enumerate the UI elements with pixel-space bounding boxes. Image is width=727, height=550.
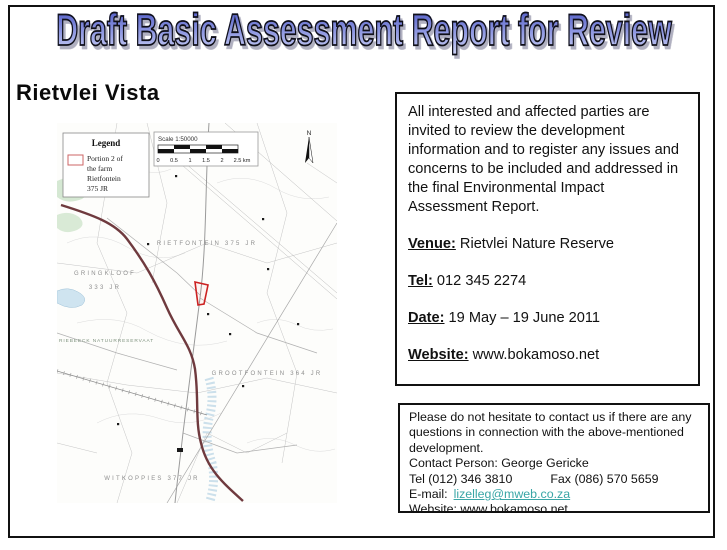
contact-intro: Please do not hesitate to contact us if there are any questions in connection with the above-mentioned development. — [409, 410, 692, 455]
title-banner — [10, 6, 717, 68]
review-paragraph: All interested and affected parties are invited to review the development information and to register any issues and concerns to be included and addressed in the final Environmental Impact Assessment Report. — [408, 104, 679, 215]
date-value: 19 May – 19 June 2011 — [444, 310, 601, 326]
legend-line: Portion 2 of — [87, 154, 123, 163]
venue-value: Rietvlei Nature Reserve — [455, 236, 615, 252]
map-legend — [63, 133, 149, 197]
contact-person: Contact Person: George Gericke — [409, 456, 589, 471]
date-label: Date: — [408, 310, 445, 326]
map-label-grootfontein: GROOTFONTEIN 364 JR — [211, 371, 323, 377]
contact-tel: Tel (012) 346 3810 — [409, 471, 513, 486]
map-label-witkoppies: WITKOPPIES 377 JR — [104, 476, 200, 482]
map-scalebar — [154, 132, 258, 166]
location-map — [57, 123, 337, 503]
email-link[interactable]: lizelleg@mweb.co.za — [453, 487, 571, 502]
map-label-gringkloof: GRINGKLOOF — [73, 271, 137, 277]
website-line — [408, 346, 687, 365]
page-title: Draft Basic Assessment Report for Review — [55, 6, 672, 56]
review-info-box — [395, 92, 700, 386]
project-name: Rietvlei Vista — [16, 80, 160, 105]
scalebar-tick: 1.5 — [202, 158, 210, 164]
scalebar-tick: 2.5 km — [233, 158, 251, 164]
legend-title: Legend — [91, 138, 121, 148]
tel-label: Tel: — [408, 273, 433, 289]
email-label: E-mail: — [409, 487, 448, 502]
tel-value: 012 345 2274 — [432, 273, 527, 289]
legend-line: Rietfontein — [87, 174, 121, 183]
venue-label: Venue: — [408, 236, 456, 252]
scalebar-tick: 0 — [156, 158, 160, 164]
website-label: Website: — [408, 347, 469, 363]
map-label-gringkloof-number: 333 JR — [88, 285, 122, 291]
map-label-nature-reserve: RIEBEECK NATUURRESERVAAT — [59, 339, 155, 344]
contact-website: Website: www.bokamoso.net — [409, 502, 568, 517]
scalebar-tick: 1 — [188, 158, 192, 164]
date-line — [408, 309, 687, 328]
legend-line: the farm — [87, 164, 113, 173]
topo-map — [57, 123, 337, 503]
venue-line — [408, 235, 687, 254]
map-label-rietfontein: RIETFONTEIN 375 JR — [156, 241, 258, 247]
legend-line: 375 JR — [87, 184, 109, 193]
scalebar-title: Scale 1:50000 — [158, 136, 198, 143]
email-line — [409, 487, 699, 502]
contact-box — [398, 403, 710, 517]
tel-line — [408, 272, 687, 291]
contact-fax: Fax (086) 570 5659 — [550, 471, 659, 486]
scalebar-tick: 0.5 — [170, 158, 178, 164]
website-value: www.bokamoso.net — [468, 347, 600, 363]
scalebar-tick: 2 — [220, 158, 224, 164]
north-arrow-label: N — [306, 130, 312, 137]
tel-fax-line — [409, 472, 699, 487]
